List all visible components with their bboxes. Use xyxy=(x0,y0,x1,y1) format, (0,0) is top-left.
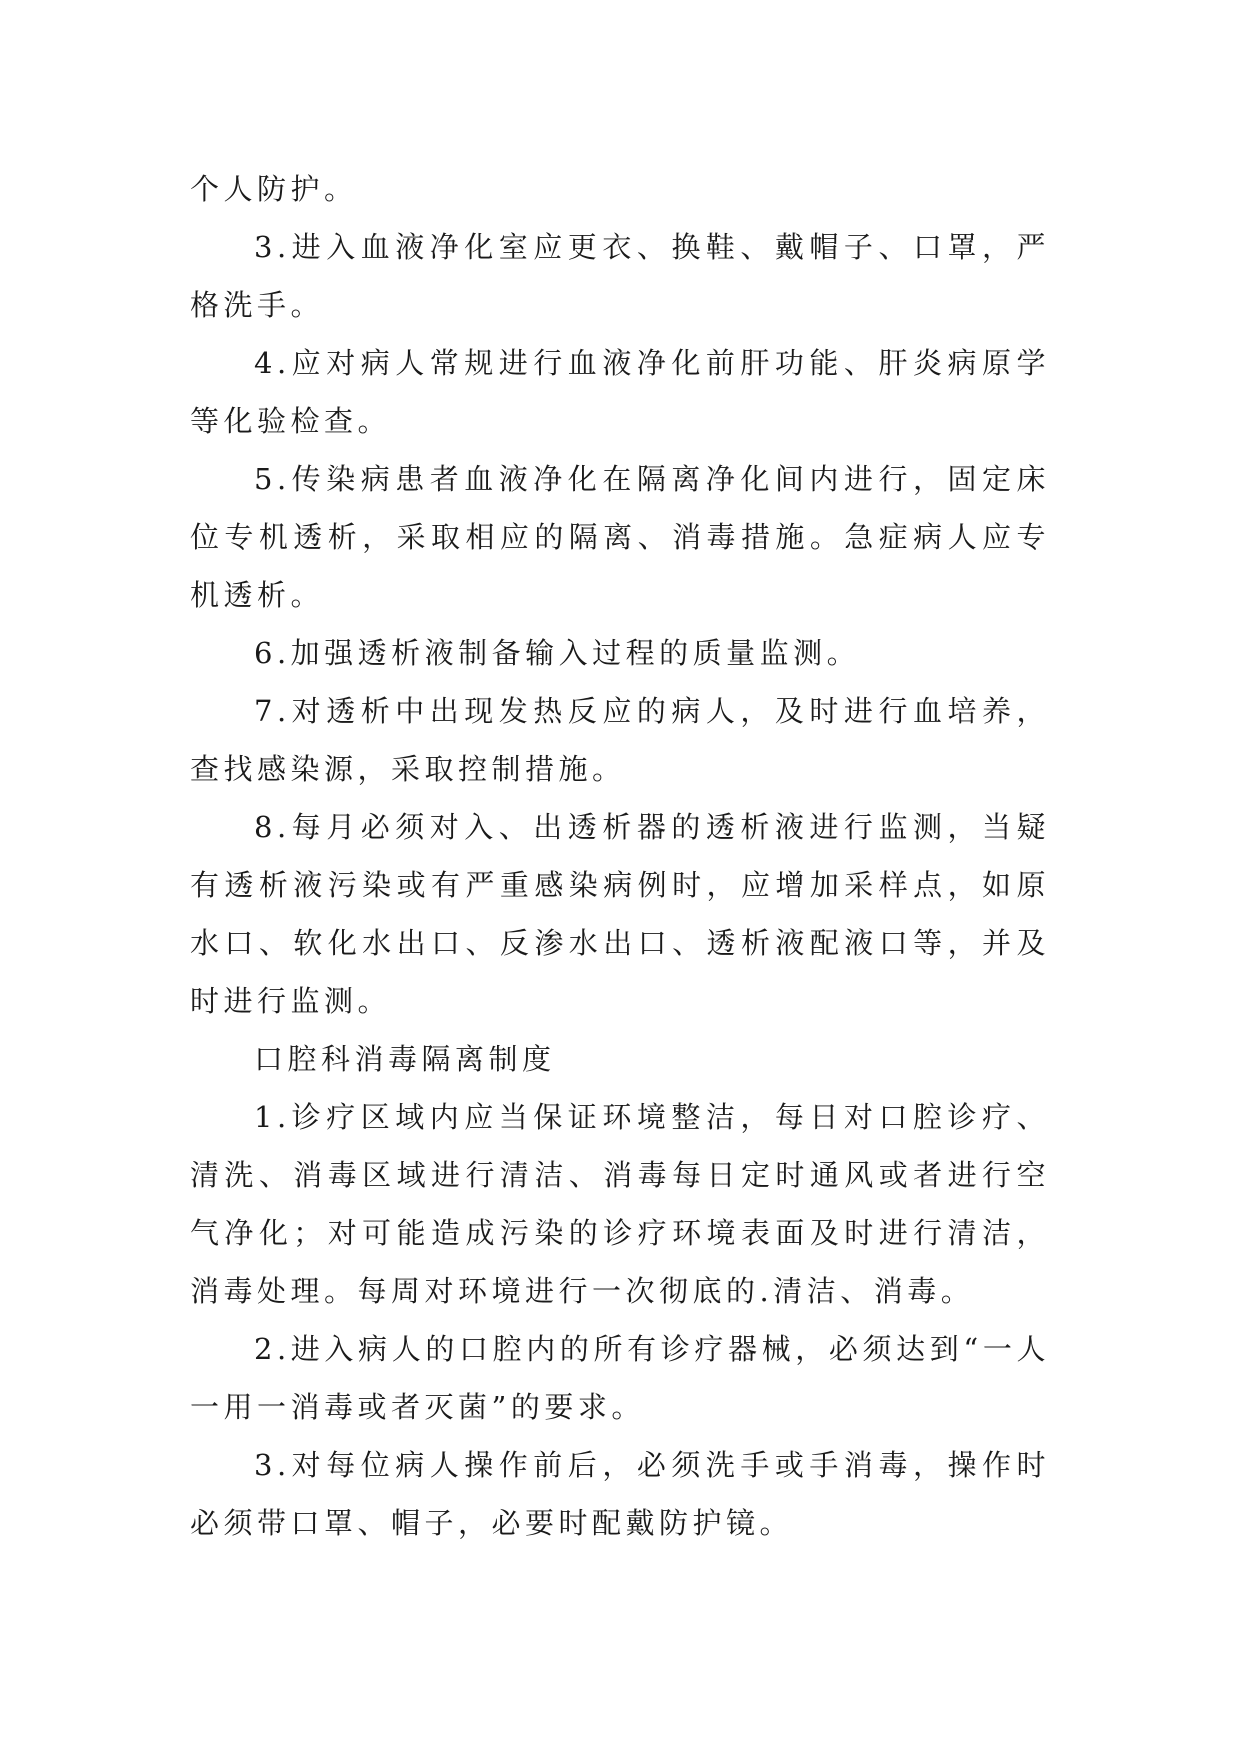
paragraph-continuation: 个人防护。 xyxy=(190,172,358,206)
paragraph-item-4: 4.应对病人常规进行血液净化前肝功能、肝炎病原学等化验检查。 xyxy=(190,346,1050,438)
paragraph-item-3b: 3.对每位病人操作前后，必须洗手或手消毒，操作时必须带口罩、帽子，必要时配戴防护镜。 xyxy=(190,1448,1050,1540)
paragraph-item-7: 7.对透析中出现发热反应的病人，及时进行血培养，查找感染源，采取控制措施。 xyxy=(190,694,1050,786)
paragraph-item-5: 5.传染病患者血液净化在隔离净化间内进行，固定床位专机透析，采取相应的隔离、消毒措施。急症病人应专机透析。 xyxy=(190,462,1050,612)
paragraph-item-1: 1.诊疗区域内应当保证环境整洁，每日对口腔诊疗、清洗、消毒区域进行清洁、消毒每日定时通风或者进行空气净化；对可能造成污染的诊疗环境表面及时进行清洁，消毒处理。每周对环境进行一次彻底的.清洁、消毒。 xyxy=(190,1100,1050,1308)
section-heading: 口腔科消毒隔离制度 xyxy=(254,1042,556,1076)
paragraph-item-2: 2.进入病人的口腔内的所有诊疗器械，必须达到“一人一用一消毒或者灭菌”的要求。 xyxy=(190,1332,1050,1424)
paragraph-item-8: 8.每月必须对入、出透析器的透析液进行监测，当疑有透析液污染或有严重感染病例时，应增加采样点，如原水口、软化水出口、反渗水出口、透析液配液口等，并及时进行监测。 xyxy=(190,810,1050,1018)
document-body xyxy=(190,160,1050,1552)
paragraph-item-3: 3.进入血液净化室应更衣、换鞋、戴帽子、口罩，严格洗手。 xyxy=(190,230,1050,322)
paragraph-item-6: 6.加强透析液制备输入过程的质量监测。 xyxy=(254,636,861,670)
